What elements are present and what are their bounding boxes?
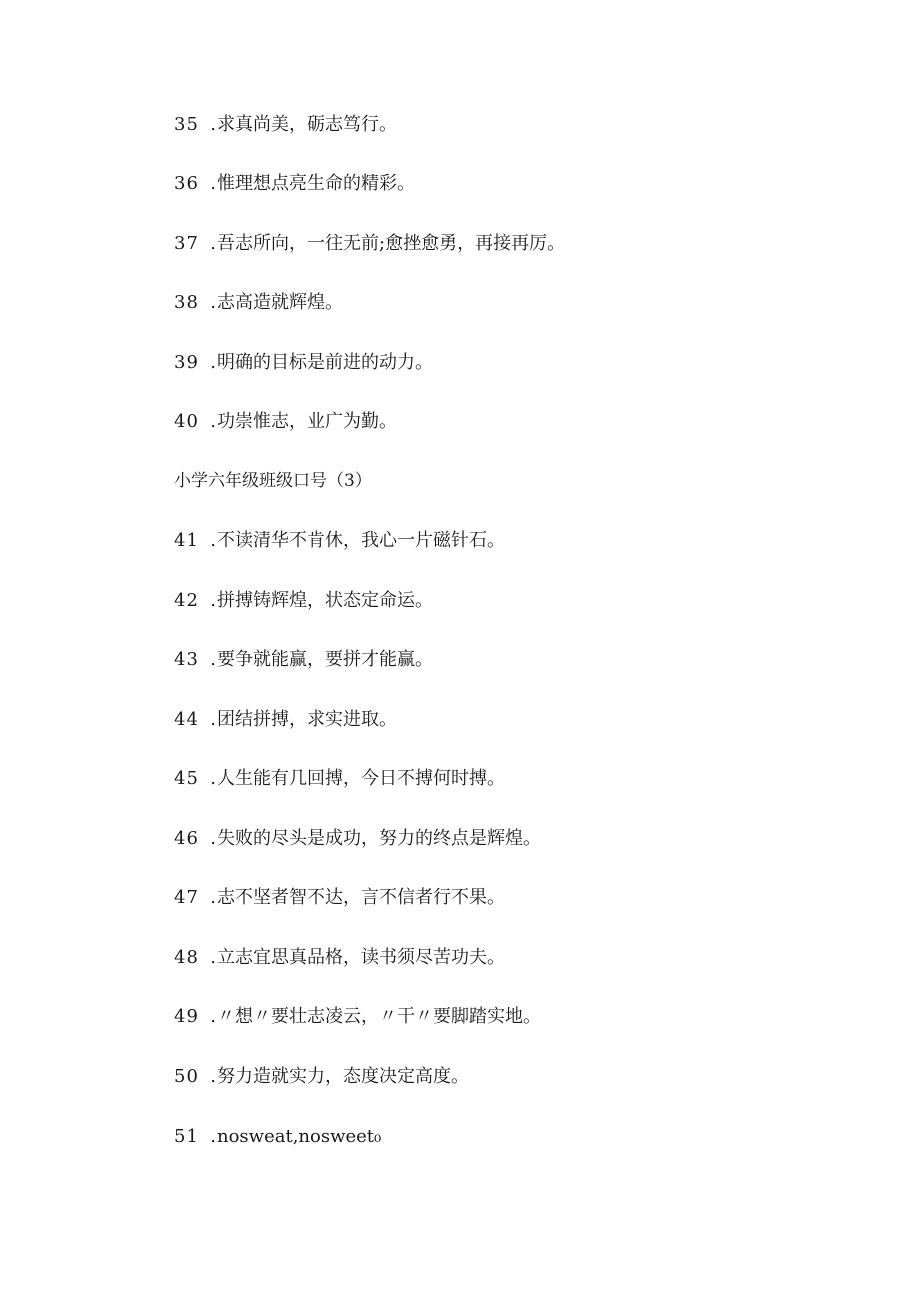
item-separator: . bbox=[210, 411, 216, 432]
list-item bbox=[174, 291, 343, 315]
list-item bbox=[174, 1065, 469, 1089]
list-item bbox=[174, 529, 505, 553]
item-text: 不读清华不肯休，我心一片磁针石。 bbox=[217, 530, 505, 551]
list-item bbox=[174, 172, 415, 196]
list-item bbox=[174, 767, 505, 791]
item-separator: . bbox=[210, 530, 216, 551]
item-separator: . bbox=[210, 1126, 216, 1147]
item-separator: . bbox=[210, 1066, 216, 1087]
list-item bbox=[174, 113, 397, 137]
section-heading: 小学六年级班级口号（3） bbox=[174, 471, 372, 491]
item-text: 失败的尽头是成功，努力的终点是辉煌。 bbox=[217, 828, 541, 849]
item-text: 志高造就辉煌。 bbox=[217, 292, 343, 313]
item-number: 43 bbox=[174, 649, 199, 670]
item-number: 51 bbox=[174, 1126, 199, 1147]
item-text: 拼搏铸辉煌，状态定命运。 bbox=[217, 590, 433, 611]
item-text: 功崇惟志，业广为勤。 bbox=[217, 411, 397, 432]
item-separator: . bbox=[210, 709, 216, 730]
list-item bbox=[174, 589, 433, 613]
list-item bbox=[174, 351, 433, 375]
item-number: 47 bbox=[174, 887, 199, 908]
list-item bbox=[174, 232, 565, 256]
item-text: 明确的目标是前进的动力。 bbox=[217, 352, 433, 373]
item-text: 要争就能赢，要拼才能赢。 bbox=[217, 649, 433, 670]
list-item bbox=[174, 886, 505, 910]
item-separator: . bbox=[210, 114, 216, 135]
item-separator: . bbox=[210, 173, 216, 194]
item-text: 团结拼搏，求实进取。 bbox=[217, 709, 397, 730]
item-separator: . bbox=[210, 649, 216, 670]
item-number: 40 bbox=[174, 411, 199, 432]
item-text: 求真尚美，砺志笃行。 bbox=[217, 114, 397, 135]
item-number: 44 bbox=[174, 709, 199, 730]
item-number: 45 bbox=[174, 768, 199, 789]
item-separator: . bbox=[210, 1006, 216, 1027]
list-item bbox=[174, 648, 433, 672]
item-number: 41 bbox=[174, 530, 199, 551]
list-item bbox=[174, 410, 397, 434]
item-number: 49 bbox=[174, 1006, 199, 1027]
item-number: 50 bbox=[174, 1066, 199, 1087]
item-separator: . bbox=[210, 768, 216, 789]
item-number: 35 bbox=[174, 114, 199, 135]
item-text: 人生能有几回搏，今日不搏何时搏。 bbox=[217, 768, 505, 789]
item-text: 〃想〃要壮志凌云，〃干〃要脚踏实地。 bbox=[217, 1006, 541, 1027]
item-number: 48 bbox=[174, 947, 199, 968]
item-number: 38 bbox=[174, 292, 199, 313]
item-separator: . bbox=[210, 292, 216, 313]
item-separator: . bbox=[210, 887, 216, 908]
item-number: 39 bbox=[174, 352, 199, 373]
list-item bbox=[174, 708, 397, 732]
item-number: 46 bbox=[174, 828, 199, 849]
item-number: 42 bbox=[174, 590, 199, 611]
list-item bbox=[174, 1125, 381, 1149]
item-separator: . bbox=[210, 352, 216, 373]
item-text: 立志宜思真品格，读书须尽苦功夫。 bbox=[217, 947, 505, 968]
list-item bbox=[174, 827, 541, 851]
item-text: 吾志所向，一往无前;愈挫愈勇，再接再厉。 bbox=[217, 233, 566, 254]
item-text: nosweat,nosweet₀ bbox=[217, 1126, 382, 1147]
item-number: 36 bbox=[174, 173, 199, 194]
item-separator: . bbox=[210, 233, 216, 254]
item-separator: . bbox=[210, 947, 216, 968]
item-number: 37 bbox=[174, 233, 199, 254]
item-text: 志不坚者智不达，言不信者行不果。 bbox=[217, 887, 505, 908]
list-item bbox=[174, 1005, 541, 1029]
list-item bbox=[174, 946, 505, 970]
item-text: 惟理想点亮生命的精彩。 bbox=[217, 173, 415, 194]
item-separator: . bbox=[210, 590, 216, 611]
item-text: 努力造就实力，态度决定高度。 bbox=[217, 1066, 469, 1087]
item-separator: . bbox=[210, 828, 216, 849]
